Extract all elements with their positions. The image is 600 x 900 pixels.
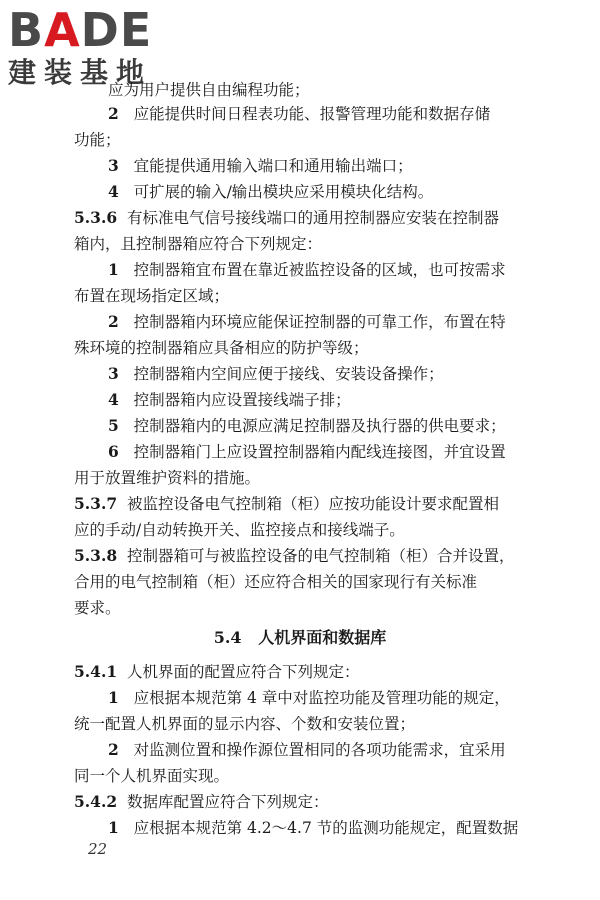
text-line: 用于放置维护资料的措施。 [74, 469, 261, 487]
clause: 5.4.1 人机界面的配置应符合下列规定： [74, 662, 360, 681]
list-item: 1 应根据本规范第 4.2～4.7 节的监测功能规定，配置数据 [108, 818, 519, 837]
text-line: 同一个人机界面实现。 [74, 767, 230, 785]
list-item: 5 控制器箱内的电源应满足控制器及执行器的供电要求； [108, 416, 506, 435]
logo-wordmark: BADE [8, 3, 153, 57]
text-line: 功能； [74, 131, 121, 149]
list-item: 2 应能提供时间日程表功能、报警管理功能和数据存储 [108, 104, 491, 123]
text-line: 合用的电气控制箱（柜）还应符合相关的国家现行有关标准 [74, 573, 478, 591]
text-line: 应的手动/自动转换开关、监控接点和接线端子。 [74, 521, 405, 539]
clause: 5.3.6 有标准电气信号接线端口的通用控制器应安装在控制器 [74, 208, 500, 227]
list-item: 6 控制器箱门上应设置控制器箱内配线连接图，并宜设置 [108, 442, 506, 461]
list-item: 3 宜能提供通用输入端口和通用输出端口； [108, 156, 413, 175]
text-line: 箱内，且控制器箱应符合下列规定： [74, 235, 323, 253]
text-line: 布置在现场指定区域； [74, 287, 230, 305]
section-heading: 5.4 人机界面和数据库 [213, 628, 387, 647]
clause: 5.3.8 控制器箱可与被监控设备的电气控制箱（柜）合并设置， [74, 546, 515, 565]
list-item: 2 控制器箱内环境应能保证控制器的可靠工作，布置在特 [108, 312, 506, 331]
page-number: 22 [88, 840, 108, 858]
list-item: 2 对监测位置和操作源位置相同的各项功能需求，宜采用 [108, 740, 506, 759]
list-item: 4 控制器箱内应设置接线端子排； [108, 390, 351, 409]
list-item: 4 可扩展的输入/输出模块应采用模块化结构。 [108, 182, 434, 201]
text-line: 应为用户提供自由编程功能； [108, 81, 310, 99]
text-line: 统一配置人机界面的显示内容、个数和安装位置； [74, 715, 416, 733]
clause: 5.4.2 数据库配置应符合下列规定： [74, 792, 329, 811]
list-item: 1 控制器箱宜布置在靠近被监控设备的区域，也可按需求 [108, 260, 506, 279]
list-item: 1 应根据本规范第 4 章中对监控功能及管理功能的规定， [108, 688, 510, 707]
list-item: 3 控制器箱内空间应便于接线、安装设备操作； [108, 364, 444, 383]
text-line: 殊环境的控制器箱应具备相应的防护等级； [74, 339, 369, 357]
clause: 5.3.7 被监控设备电气控制箱（柜）应按功能设计要求配置相 [74, 494, 500, 513]
logo-chinese-text: 建装基地 [8, 56, 153, 89]
text-line: 要求。 [74, 599, 121, 617]
